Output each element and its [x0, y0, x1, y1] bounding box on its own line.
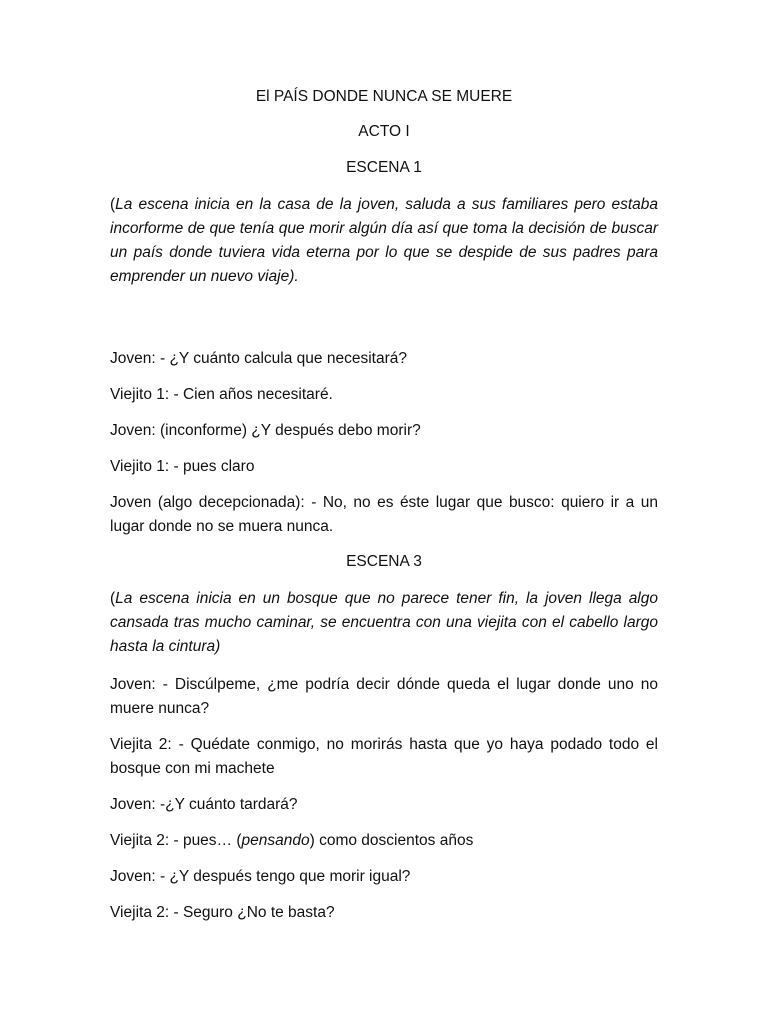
dialogue-text: - Discúlpeme, ¿me podría decir dónde queda el lugar donde uno no muere nunca? — [110, 676, 658, 717]
dialogue-text: - pues claro — [169, 458, 255, 475]
speaker: Joven: — [110, 422, 156, 439]
dialogue-text-after: ) como doscientos años — [309, 832, 474, 849]
speaker: Joven: — [110, 868, 156, 885]
dialogue-text: (inconforme) ¿Y después debo morir? — [155, 422, 421, 439]
stage-direction-text: La escena inicia en un bosque que no parece tener fin, la joven llega algo cansada tras mucho caminar, se encuentra con una viejita con el cabello largo hasta la cintura) — [110, 590, 658, 655]
dialogue-line — [110, 491, 658, 539]
dialogue-line — [110, 455, 658, 479]
scene-3-heading: ESCENA 3 — [346, 553, 422, 570]
dialogue-text: - Quédate conmigo, no morirás hasta que yo haya podado todo el bosque con mi machete — [110, 736, 658, 777]
spacer — [110, 303, 658, 347]
speaker: Joven: — [110, 676, 156, 693]
dialogue-line — [110, 865, 658, 889]
speaker: Joven: — [110, 796, 156, 813]
dialogue-text: - Seguro ¿No te basta? — [169, 904, 335, 921]
stage-direction-text: La escena inicia en la casa de la joven, saluda a sus familiares pero estaba incorforme de que tenía que morir algún día así que toma la decisión de buscar un país donde tuviera vida eterna por lo que se despide de sus padres para emprender un nuevo viaje). — [110, 196, 658, 285]
stage-open-paren: ( — [110, 590, 116, 607]
dialogue-line — [110, 733, 658, 781]
dialogue-italic: pensando — [241, 832, 310, 849]
script-page — [110, 86, 658, 937]
speaker: Joven (algo decepcionada): — [110, 494, 305, 511]
speaker: Viejito 1: — [110, 386, 170, 403]
dialogue-line — [110, 829, 658, 853]
dialogue-line — [110, 673, 658, 721]
dialogue-line — [110, 901, 658, 925]
dialogue-line — [110, 419, 658, 443]
dialogue-text: -¿Y cuánto tardará? — [155, 796, 298, 813]
dialogue-text: - ¿Y cuánto calcula que necesitará? — [155, 350, 407, 367]
scene-1-stage-direction — [110, 193, 658, 289]
play-title: El PAÍS DONDE NUNCA SE MUERE — [255, 88, 513, 105]
act-heading: ACTO I — [358, 123, 410, 140]
dialogue-text: - ¿Y después tengo que morir igual? — [155, 868, 411, 885]
dialogue-text: - No, no es éste lugar que busco: quiero ir a un lugar donde no se muera nunca. — [110, 494, 658, 535]
scene-3-stage-direction — [110, 587, 658, 659]
stage-open-paren: ( — [110, 196, 116, 213]
speaker: Viejita 2: — [110, 904, 170, 921]
speaker: Viejita 2: — [110, 832, 170, 849]
speaker: Joven: — [110, 350, 156, 367]
speaker: Viejita 2: — [110, 736, 172, 753]
scene-1-heading: ESCENA 1 — [346, 159, 422, 176]
dialogue-line — [110, 793, 658, 817]
dialogue-line — [110, 347, 658, 371]
dialogue-text: - Cien años necesitaré. — [169, 386, 333, 403]
dialogue-line — [110, 383, 658, 407]
dialogue-text: - pues… ( — [169, 832, 242, 849]
speaker: Viejito 1: — [110, 458, 170, 475]
